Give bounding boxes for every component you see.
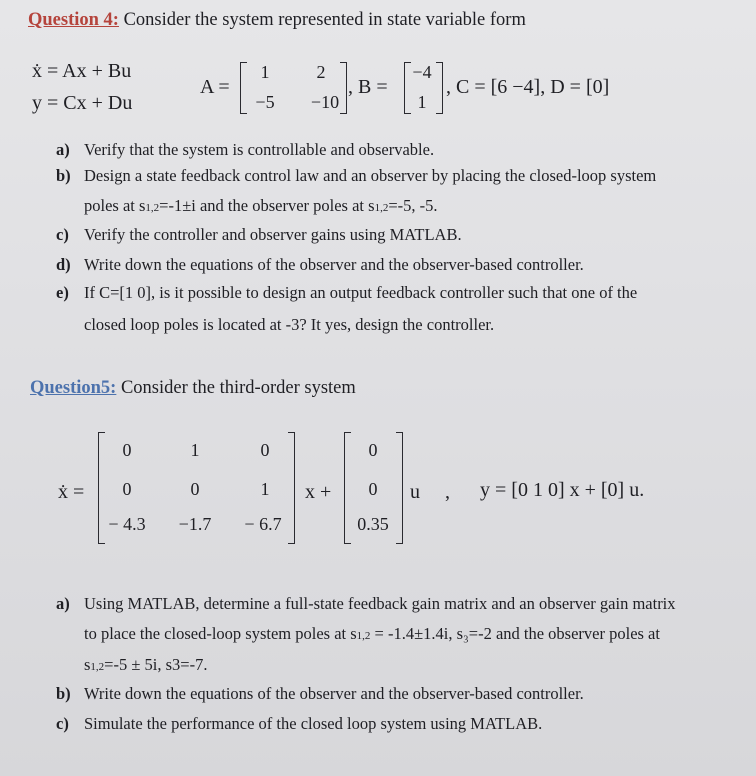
q5-matrix-a-cell: 0	[122, 440, 132, 460]
q4-item-b-continuation: poles at s1,2=-1±i and the observer poles at s1,2=-5, -5.	[84, 196, 438, 215]
q5-matrix-a-cell: 1	[260, 479, 270, 499]
matrix-a-cell: 1	[260, 62, 270, 82]
q5-matrix-a-cell: 0	[260, 440, 270, 460]
matrix-b-right-bracket	[436, 62, 443, 114]
matrix-b-cell: −4	[412, 62, 432, 82]
matrix-a-cell: 2	[316, 62, 326, 82]
matrix-c-d: , C = [6 −4], D = [0]	[446, 76, 610, 98]
q5-output-equation: y = [0 1 0] x + [0] u.	[480, 479, 645, 501]
q5-item-b: b) Write down the equations of the observer and the observer-based controller.	[56, 684, 584, 703]
q5-matrix-a-cell: −1.7	[178, 514, 212, 534]
q5-matrix-b-cell: 0	[368, 479, 378, 499]
q5-comma: ,	[445, 481, 450, 503]
question-4-label: Question 4:	[28, 10, 119, 30]
q5-item-a: a) Using MATLAB, determine a full-state feedback gain matrix and an observer gain matrix	[56, 594, 676, 613]
question-4-header	[28, 10, 526, 31]
q4-item-d: d) Write down the equations of the observer and the observer-based controller.	[56, 255, 584, 274]
q5-matrix-b-cell: 0	[368, 440, 378, 460]
q5-u: u	[410, 481, 420, 503]
q5-matrix-a-cell: − 4.3	[108, 514, 146, 534]
question-5-label: Question5:	[30, 378, 117, 398]
q4-item-e-continuation: closed loop poles is located at -3? It yes, design the controller.	[84, 315, 495, 334]
state-equation: ẋ = Ax + Bu	[32, 60, 132, 82]
question-4-intro: Consider the system represented in state variable form	[123, 10, 526, 30]
question-5-intro: Consider the third-order system	[120, 378, 356, 398]
q4-item-b: b) Design a state feedback control law and an observer by placing the closed-loop system	[56, 166, 657, 185]
matrix-a-right-bracket	[340, 62, 347, 114]
matrix-a-label: A =	[200, 76, 230, 98]
q4-item-a: a) Verify that the system is controllable and observable.	[56, 140, 435, 159]
q5-matrix-b-right-bracket	[396, 432, 403, 544]
q5-matrix-b-cell: 0.35	[357, 514, 389, 534]
q4-item-e: e) If C=[1 0], is it possible to design an output feedback controller such that one of the	[56, 283, 638, 302]
q5-x-plus: x +	[305, 481, 332, 503]
q4-item-c: c) Verify the controller and observer gains using MATLAB.	[56, 225, 462, 244]
matrix-a-cell: −10	[310, 92, 340, 112]
q5-matrix-a-cell: 0	[190, 479, 200, 499]
matrix-b-label: , B =	[348, 76, 388, 98]
matrix-a-cell: −5	[255, 92, 275, 112]
output-equation: y = Cx + Du	[32, 92, 133, 114]
q5-matrix-a-cell: − 6.7	[244, 514, 282, 534]
q5-item-a-continuation-2: s1,2=-5 ± 5i, s3=-7.	[84, 655, 208, 674]
question-5-header	[30, 378, 356, 399]
q5-matrix-a-cell: 1	[190, 440, 200, 460]
q5-item-c: c) Simulate the performance of the closed loop system using MATLAB.	[56, 714, 543, 733]
matrix-b-cell: 1	[417, 92, 427, 112]
q5-item-a-continuation-1: to place the closed-loop system poles at s1,2 = -1.4±1.4i, s₃=-2 and the observer poles at	[84, 624, 660, 643]
q5-xdot-label: ẋ =	[58, 481, 85, 503]
q5-matrix-a-cell: 0	[122, 479, 132, 499]
q5-matrix-a-right-bracket	[288, 432, 295, 544]
